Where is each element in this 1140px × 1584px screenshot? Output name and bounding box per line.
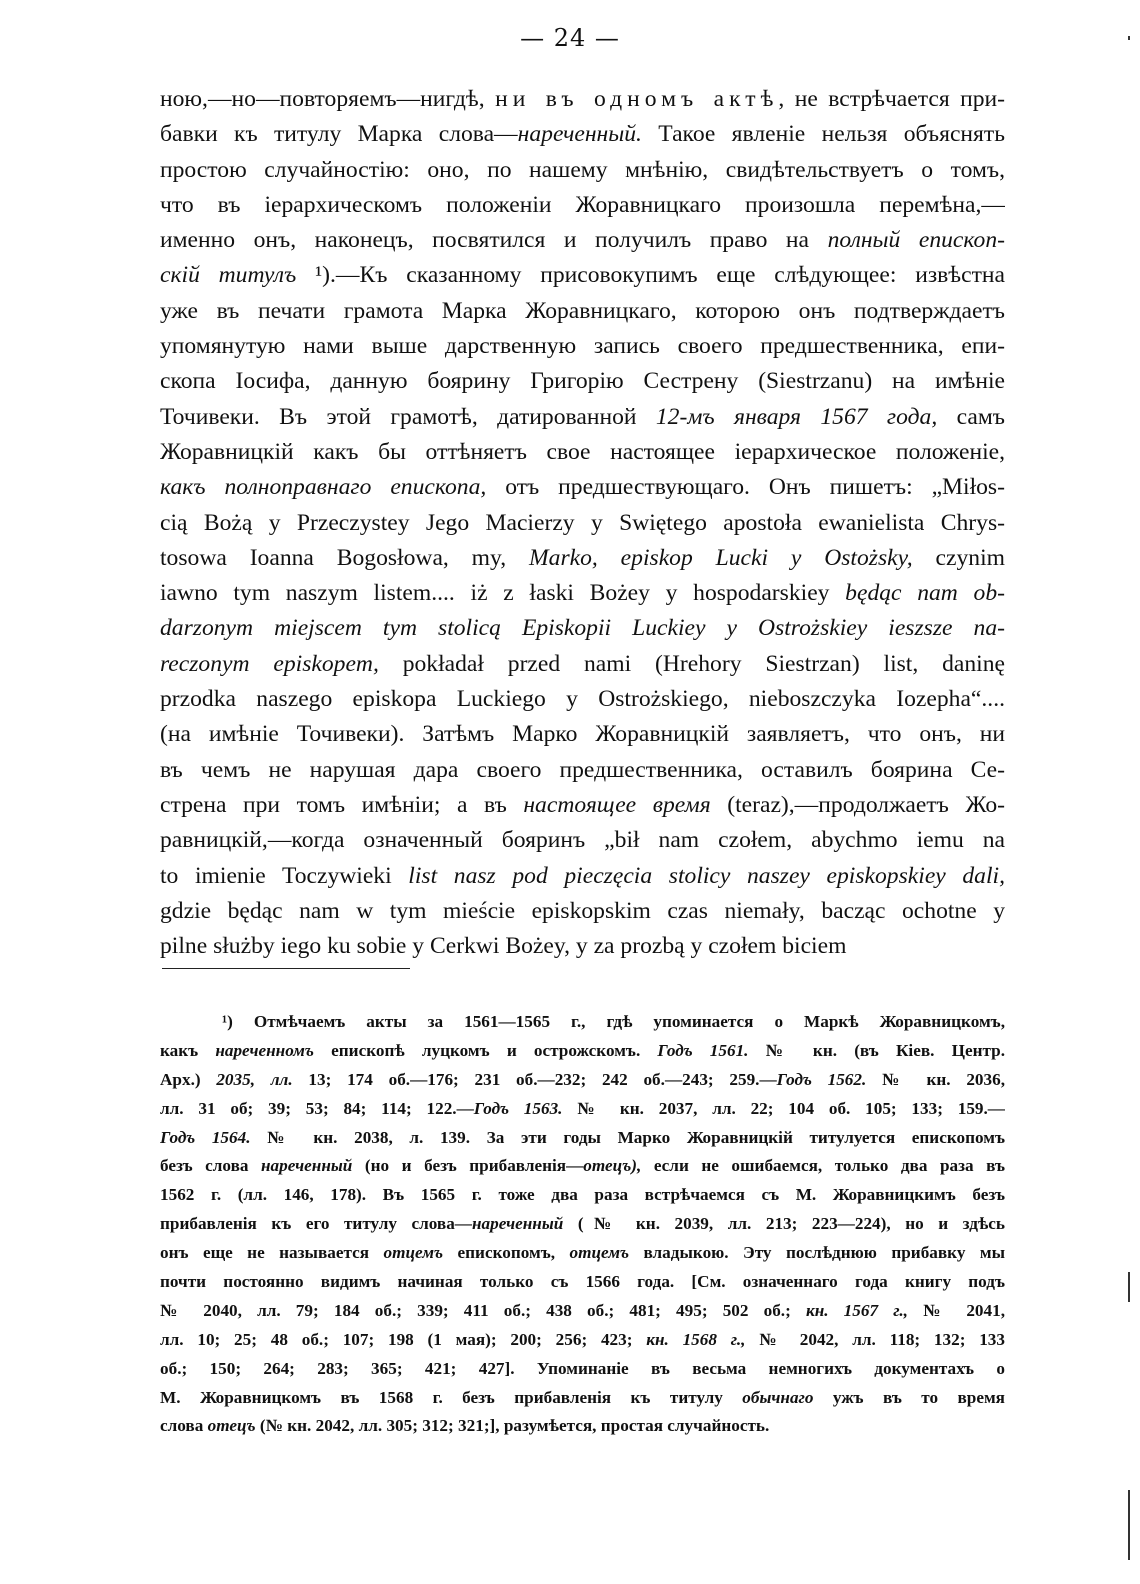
text-segment: ¹) Отмѣчаемъ акты за 1561—1565 г., гдѣ упоминается о Маркѣ Жоравницкомъ, — [222, 1012, 1005, 1031]
text-segment: № кн. 2038, л. 139. За эти годы Марко Жоравницкій титулуется епископомъ — [250, 1127, 1005, 1147]
text-line — [160, 611, 1005, 646]
text-segment: прибавленія къ его титулу слова— — [160, 1214, 472, 1234]
text-segment: (№ кн. 2042, лл. 305; 312; 321;], разумѣется, простая случайность. — [255, 1416, 770, 1436]
text-segment: № кн. 2037, лл. 22; 104 об. 105; 133; 159.— — [562, 1098, 1005, 1118]
text-segment: № 2042, лл. 118; 132; 133 — [745, 1329, 1005, 1349]
text-line — [160, 364, 1005, 399]
text-segment: przodka naszego episkopa Luckiego y Ostrożskiego, nieboszczyka Iozepha“.... — [160, 686, 1005, 713]
italic-text-segment: кн. 1568 г., — [646, 1329, 746, 1349]
text-segment: (№ кн. 2039, лл. 213; 223—224), но и здѣсь — [563, 1214, 1005, 1234]
footnote-block — [160, 1008, 1005, 1441]
text-line — [160, 647, 1005, 682]
text-line — [160, 894, 1005, 929]
scan-edge-mark — [1128, 36, 1130, 40]
text-line — [160, 682, 1005, 717]
text-segment: ¹).—Къ сказанному присовокупимъ еще слѣдующее: извѣстна — [296, 262, 1005, 289]
text-segment: онъ еще не называется — [160, 1243, 384, 1263]
text-segment: какъ — [160, 1040, 216, 1060]
text-line — [160, 541, 1005, 576]
text-line — [160, 188, 1005, 223]
text-segment: (на имѣніе Точивеки). Затѣмъ Марко Жоравницкій заявляетъ, что онъ, ни — [160, 721, 1005, 748]
footnote-line — [160, 1095, 1005, 1124]
main-text — [160, 82, 1005, 964]
italic-text-segment: отцемъ — [569, 1243, 630, 1263]
text-segment: М. Жоравницкомъ въ 1568 г. безъ прибавленія къ титулу — [160, 1387, 743, 1407]
footnote-line — [160, 1181, 1005, 1210]
page-number: — 24 — — [520, 24, 620, 52]
footnote-line — [160, 1239, 1005, 1268]
text-line — [160, 400, 1005, 435]
text-segment: уже въ печати грамота Марка Жоравницкаго, которою онъ подтверждаетъ — [160, 297, 1005, 324]
text-segment: отъ предшествующаго. Онъ пишетъ: „Miłos- — [486, 474, 1005, 501]
text-segment: ною,—но—повторяемъ—нигдѣ, — [160, 86, 496, 112]
footnote-line — [160, 1412, 1005, 1441]
text-segment: № кн. 2036, — [866, 1069, 1005, 1089]
footnote-line — [160, 1152, 1005, 1181]
text-segment: № 2041, — [907, 1300, 1005, 1320]
text-segment: безъ слова — [160, 1156, 262, 1176]
italic-text-segment: нареченный — [261, 1156, 353, 1176]
italic-text-segment: Годъ 1561. — [657, 1040, 749, 1060]
text-line — [160, 823, 1005, 858]
text-segment: ни въ одномъ актѣ — [495, 86, 779, 112]
italic-text-segment: Годъ 1564. — [160, 1127, 251, 1147]
footnote-line — [160, 1008, 1005, 1037]
italic-text-segment: Marko, episkop Lucki y Ostożsky, — [529, 544, 913, 571]
text-segment: что въ іерархическомъ положеніи Жоравницкаго произошла перемѣна,— — [160, 191, 1005, 218]
text-line — [160, 788, 1005, 823]
italic-text-segment: нареченный. — [517, 121, 642, 148]
text-segment: 13; 174 об.—176; 231 об.—232; 242 об.—243; 259.— — [292, 1069, 777, 1089]
footnote-line — [160, 1210, 1005, 1239]
italic-text-segment: какъ полноправнаго епископа, — [160, 474, 487, 501]
text-segment: Арх.) — [160, 1069, 217, 1089]
text-segment: почти постоянно видимъ начиная только съ 1566 года. [См. означеннаго года книгу подъ — [160, 1272, 1005, 1292]
text-segment: самъ — [937, 403, 1005, 430]
text-segment: если не ошибаемся, только два раза въ — [641, 1156, 1005, 1176]
text-segment: въ чемъ не нарушая дара своего предшественника, оставилъ боярина Се- — [160, 756, 1005, 783]
italic-text-segment: 2035, лл. — [216, 1069, 293, 1089]
text-segment: № 2040, лл. 79; 184 об.; 339; 411 об.; 438 об.; 481; 495; 502 об.; — [160, 1300, 806, 1320]
text-segment: лл. 31 об; 39; 53; 84; 114; 122.— — [160, 1098, 474, 1118]
footnote-line — [160, 1124, 1005, 1153]
footnote-line — [160, 1037, 1005, 1066]
text-segment: ужъ въ то время — [813, 1387, 1005, 1407]
text-segment: tosowa Ioanna Bogosłowa, my, — [160, 544, 530, 571]
footnote-line — [160, 1268, 1005, 1297]
text-segment: Точивеки. Въ этой грамотѣ, датированной — [160, 403, 656, 430]
text-segment: Такое явленіе нельзя объяснять — [641, 121, 1005, 148]
italic-text-segment: отецъ), — [583, 1156, 642, 1176]
scan-edge-mark — [1128, 1490, 1130, 1560]
text-segment: именно онъ, наконецъ, посвятился и получилъ право на — [160, 227, 828, 254]
text-segment: упомянутую нами выше дарственную запись своего предшественника, епи- — [160, 333, 1005, 360]
text-segment: № кн. (въ Кіев. Центр. — [748, 1040, 1005, 1060]
text-segment: владыкою. Эту послѣднюю прибавку мы — [629, 1243, 1005, 1263]
italic-text-segment: отцемъ — [383, 1243, 444, 1263]
text-line — [160, 153, 1005, 188]
text-segment: , не встрѣчается при- — [778, 86, 1005, 112]
italic-text-segment: 12-мъ января 1567 года, — [655, 403, 938, 430]
italic-text-segment: Годъ 1563. — [473, 1098, 563, 1118]
footnote-divider — [162, 968, 410, 969]
italic-text-segment: полный епископ- — [827, 227, 1005, 254]
italic-text-segment: отецъ — [207, 1416, 256, 1436]
text-segment: (но и безъ прибавленія— — [352, 1156, 584, 1176]
text-segment: czynim — [912, 544, 1005, 571]
text-segment: pilne służby iego ku sobie y Cerkwi Bożey, y za prozbą y czołem biciem — [160, 933, 847, 960]
text-line — [160, 329, 1005, 364]
text-line — [160, 753, 1005, 788]
italic-text-segment: скій титулъ — [160, 262, 297, 289]
text-line — [160, 435, 1005, 470]
italic-text-segment: кн. 1567 г., — [805, 1300, 908, 1320]
text-segment: to imienie Toczywieki — [160, 862, 409, 889]
text-segment: скопа Іосифа, данную боярину Григорію Сестрену (Siestrzanu) на имѣніе — [160, 368, 1005, 395]
text-line — [160, 929, 1005, 964]
italic-text-segment: нареченномъ — [215, 1040, 314, 1060]
text-line — [160, 82, 1005, 117]
footnote-line — [160, 1297, 1005, 1326]
text-segment: бавки къ титулу Марка слова— — [160, 121, 518, 148]
text-segment: (teraz),—продолжаетъ Жо- — [710, 791, 1005, 818]
text-segment: равницкій,—когда означенный бояринъ „bił nam czołem, abychmo iemu na — [160, 827, 1005, 854]
text-line — [160, 294, 1005, 329]
text-segment: стрена при томъ имѣніи; а въ — [160, 791, 524, 818]
text-segment: pokładał przed nami (Hrehory Siestrzan) list, daninę — [378, 650, 1005, 677]
italic-text-segment: będąc nam ob- — [845, 580, 1005, 607]
text-segment: епископомъ, — [443, 1243, 570, 1263]
footnote-line — [160, 1384, 1005, 1413]
text-segment: епископѣ луцкомъ и острожскомъ. — [313, 1040, 658, 1060]
scan-edge-mark — [1128, 1272, 1130, 1302]
italic-text-segment: reczonyт episkopem, — [160, 650, 379, 677]
text-line — [160, 717, 1005, 752]
text-segment: Жоравницкій какъ бы оттѣняетъ свое настоящее іерархическое положеніе, — [160, 438, 1005, 465]
text-segment: iawno tym naszym listem.... iż z łaski Bożey y hospodarskiey — [160, 580, 846, 607]
text-segment: слова — [160, 1416, 208, 1436]
italic-text-segment: настоящее время — [523, 791, 711, 818]
text-segment: gdzie będąc nam w tym mieście episkopskim czas niemały, bacząc ochotne y — [160, 897, 1005, 924]
italic-text-segment: обычнаго — [742, 1387, 814, 1407]
text-segment: лл. 10; 25; 48 об.; 107; 198 (1 мая); 200; 256; 423; — [160, 1329, 647, 1349]
text-line — [160, 117, 1005, 152]
text-segment: cią Bożą y Przeczystey Jego Macierzy y Swiętego apostoła ewanielista Chrys- — [160, 509, 1005, 536]
italic-text-segment: list nasz pod pieczęcia stolicy naszey episkopskiey dali, — [408, 862, 1005, 889]
footnote-line — [160, 1326, 1005, 1355]
footnote-line — [160, 1355, 1005, 1384]
text-line — [160, 576, 1005, 611]
text-segment: 1562 г. (лл. 146, 178). Въ 1565 г. тоже два раза встрѣчаемся съ М. Жоравницкимъ безъ — [160, 1185, 1005, 1205]
text-line — [160, 223, 1005, 258]
italic-text-segment: Годъ 1562. — [776, 1069, 867, 1089]
footnote-line — [160, 1066, 1005, 1095]
text-line — [160, 258, 1005, 293]
text-segment: простою случайностію: оно, по нашему мнѣнію, свидѣтельствуетъ о томъ, — [160, 156, 1005, 183]
text-line — [160, 470, 1005, 505]
italic-text-segment: нареченный — [471, 1214, 564, 1234]
text-line — [160, 506, 1005, 541]
italic-text-segment: darzonym miejscem tym stolicą Episkopii Luckiey y Ostrożskiey ieszsze na- — [160, 615, 1005, 642]
text-line — [160, 859, 1005, 894]
text-segment: об.; 150; 264; 283; 365; 421; 427]. Упоминаніе въ весьма немногихъ документахъ о — [160, 1358, 1005, 1378]
